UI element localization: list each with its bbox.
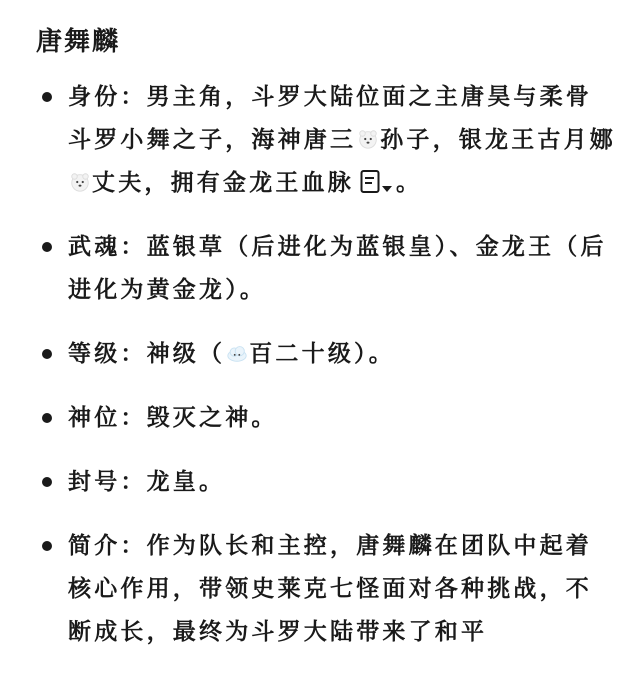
label-separator: ： xyxy=(120,84,147,110)
label-separator: ： xyxy=(120,405,147,431)
bear-face-emoji-icon xyxy=(357,128,379,150)
item-text: 蓝银草（后进化为蓝银皇）、金龙王（后进化为黄金龙）。 xyxy=(68,234,607,303)
page-title: 唐舞麟 xyxy=(36,27,121,57)
item-text: 神级（ xyxy=(146,341,226,367)
bear-face-emoji-icon xyxy=(69,171,91,193)
label-separator: ： xyxy=(120,341,147,367)
label-separator: ： xyxy=(120,533,147,559)
bullet-icon xyxy=(42,541,52,551)
list-item-title xyxy=(36,461,616,504)
bullet-icon xyxy=(42,242,52,252)
item-text: 丈夫，拥有金龙王血脉 xyxy=(92,170,354,196)
label-separator: ： xyxy=(120,469,147,495)
bullet-icon xyxy=(42,477,52,487)
item-text: 百二十级）。 xyxy=(249,341,395,367)
item-label: 封号 xyxy=(68,469,121,495)
bullet-icon xyxy=(42,92,52,102)
list-item-martial-soul xyxy=(36,226,616,312)
label-separator: ： xyxy=(120,234,147,260)
item-text: 。 xyxy=(396,170,423,196)
item-label: 身份 xyxy=(68,84,121,110)
info-list xyxy=(36,76,616,654)
document-dropdown-icon[interactable] xyxy=(360,169,394,195)
item-label: 简介 xyxy=(68,533,121,559)
list-item-level xyxy=(36,333,616,376)
item-label: 武魂 xyxy=(68,234,121,260)
cloud-emoji-icon xyxy=(226,342,248,364)
list-item-god-position xyxy=(36,397,616,440)
list-item-identity xyxy=(36,76,616,205)
item-text: 作为队长和主控，唐舞麟在团队中起着核心作用，带领史莱克七怪面对各种挑战，不断成长，最终为斗罗大陆带来了和平 xyxy=(68,533,593,645)
item-text: 毁灭之神。 xyxy=(146,405,278,431)
item-label: 神位 xyxy=(68,405,121,431)
bullet-icon xyxy=(42,349,52,359)
bullet-icon xyxy=(42,413,52,423)
item-label: 等级 xyxy=(68,341,121,367)
list-item-intro xyxy=(36,525,616,654)
item-text: 孙子，银龙王古月娜 xyxy=(380,127,617,153)
item-text: 男主角，斗罗大陆位面之主唐昊与柔骨斗罗小舞之子，海神唐三 xyxy=(68,84,593,153)
item-text: 龙皇。 xyxy=(146,469,226,495)
